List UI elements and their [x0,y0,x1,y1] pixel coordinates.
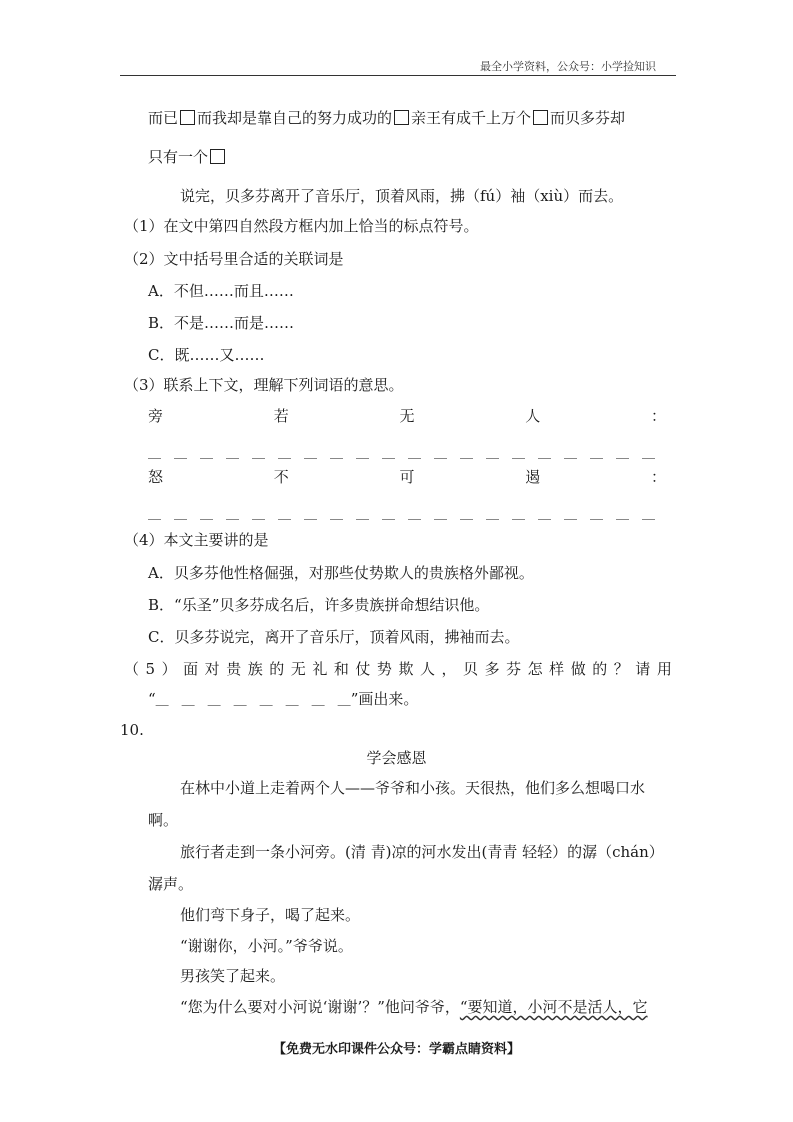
q5-char: 势 [376,660,392,678]
word-colon: ： [650,468,666,486]
punctuation-box[interactable] [180,110,195,125]
passage-line-2 [148,147,227,167]
q5-char: 无 [290,660,306,678]
question-5 [124,659,672,679]
story-p2-line1: 旅行者走到一条小河旁。(清 青)凉的河水发出(青青 轻轻）的潺（chán） [180,843,664,861]
text-fragment: 亲王有成千上万个 [411,109,532,127]
q5-answer-blank[interactable]: ＿ ＿ ＿ ＿ ＿ ＿ ＿ ＿ [155,693,351,708]
open-quote: “ [148,690,156,708]
q4-option-a[interactable]: A．贝多芬他性格倔强，对那些仗势欺人的贵族格外鄙视。 [148,564,534,582]
story-p5: 男孩笑了起来。 [180,967,286,985]
text-fragment: 而我却是靠自己的努力成功的 [197,109,393,127]
story-title: 学会感恩 [366,749,427,767]
q5-char: 贝 [463,660,479,678]
word-char: 人 [525,407,541,425]
q5-answer-line [148,689,418,711]
punctuation-box[interactable] [394,110,409,125]
word-colon: ： [650,407,666,425]
q5-char: 5 [145,660,156,678]
story-p1-line1: 在林中小道上走着两个人——爷爷和小孩。天很热，他们多么想喝口水 [180,779,646,797]
q5-char: 的 [269,660,285,678]
q2-option-c[interactable]: C．既……又…… [148,346,265,364]
q5-char: 芬 [506,660,522,678]
q5-char: 面 [183,660,199,678]
q5-char: 欺 [398,660,414,678]
q4-option-b[interactable]: B．“乐圣”贝多芬成名后，许多贵族拼命想结识他。 [148,596,490,614]
story-p2-line2: 潺声。 [148,875,194,893]
question-2: （2）文中括号里合适的关联词是 [124,250,344,268]
q5-char: ， [441,660,457,678]
story-p3: 他们弯下身子，喝了起来。 [180,906,361,924]
q5-char: 用 [656,660,672,678]
passage-line-3: 说完，贝多芬离开了音乐厅，顶着风雨，拂（fú）袖（xiù）而去。 [180,187,624,205]
q5-char: 怎 [527,660,543,678]
story-p4: “谢谢你，小河。”爷爷说。 [180,937,353,955]
word-char: 可 [399,468,415,486]
q3-answer-blank-1[interactable]: ＿ ＿ ＿ ＿ ＿ ＿ ＿ ＿ ＿ ＿ ＿ ＿ ＿ ＿ ＿ ＿ ＿ ＿ ＿ ＿ [148,446,656,461]
story-p1-line2: 啊。 [148,811,179,829]
word-char: 旁 [148,407,164,425]
page-footer: 【免费无水印课件公众号：学霸点睛资料】 [272,1042,520,1057]
q5-instruction-tail: ”画出来。 [350,690,419,708]
q3-word-2 [148,467,666,487]
q5-char: 样 [549,660,565,678]
q5-char: 仗 [355,660,371,678]
word-char: 怒 [148,468,164,486]
q5-char: 对 [204,660,220,678]
story-p6-wavy-underlined: “要知道，小河不是活人，它 [459,998,648,1016]
q5-char: 贵 [226,660,242,678]
page-header: 最全小学资料，公众号：小学捡知识 [480,60,656,73]
question-3: （3）联系上下文，理解下列词语的意思。 [124,376,404,394]
punctuation-box[interactable] [533,110,548,125]
word-char: 不 [273,468,289,486]
word-char: 若 [273,407,289,425]
story-p6 [180,997,648,1017]
passage-line-1 [148,108,625,128]
q5-char: 的 [592,660,608,678]
question-number-10: 10. [120,721,144,739]
q2-option-b[interactable]: B．不是……而是…… [148,314,295,332]
q2-option-a[interactable]: A．不但……而且…… [148,282,294,300]
q5-char: 礼 [312,660,328,678]
q3-word-1 [148,406,666,426]
text-fragment: 只有一个 [148,148,209,166]
q5-char: 和 [333,660,349,678]
punctuation-box[interactable] [210,149,225,164]
word-char: 无 [399,407,415,425]
q5-char: 族 [247,660,263,678]
text-fragment: 而已 [148,109,179,127]
q5-char: 做 [570,660,586,678]
word-char: 遏 [525,468,541,486]
question-1: （1）在文中第四自然段方框内加上恰当的标点符号。 [124,217,479,235]
q5-char: 请 [635,660,651,678]
q5-char: 多 [484,660,500,678]
q5-char: 人 [419,660,435,678]
text-fragment: 而贝多芬却 [550,109,626,127]
q4-option-c[interactable]: C．贝多芬说完，离开了音乐厅，顶着风雨，拂袖而去。 [148,628,520,646]
q3-answer-blank-2[interactable]: ＿ ＿ ＿ ＿ ＿ ＿ ＿ ＿ ＿ ＿ ＿ ＿ ＿ ＿ ＿ ＿ ＿ ＿ ＿ ＿ [148,507,656,522]
q5-char: ？ [613,660,629,678]
story-p6-plain: “您为什么要对小河说‘谢谢’？”他问爷爷， [180,998,460,1016]
q5-char: （ [124,660,140,678]
q5-char: ） [161,660,177,678]
question-4: （4）本文主要讲的是 [124,531,269,549]
header-divider [120,75,676,76]
